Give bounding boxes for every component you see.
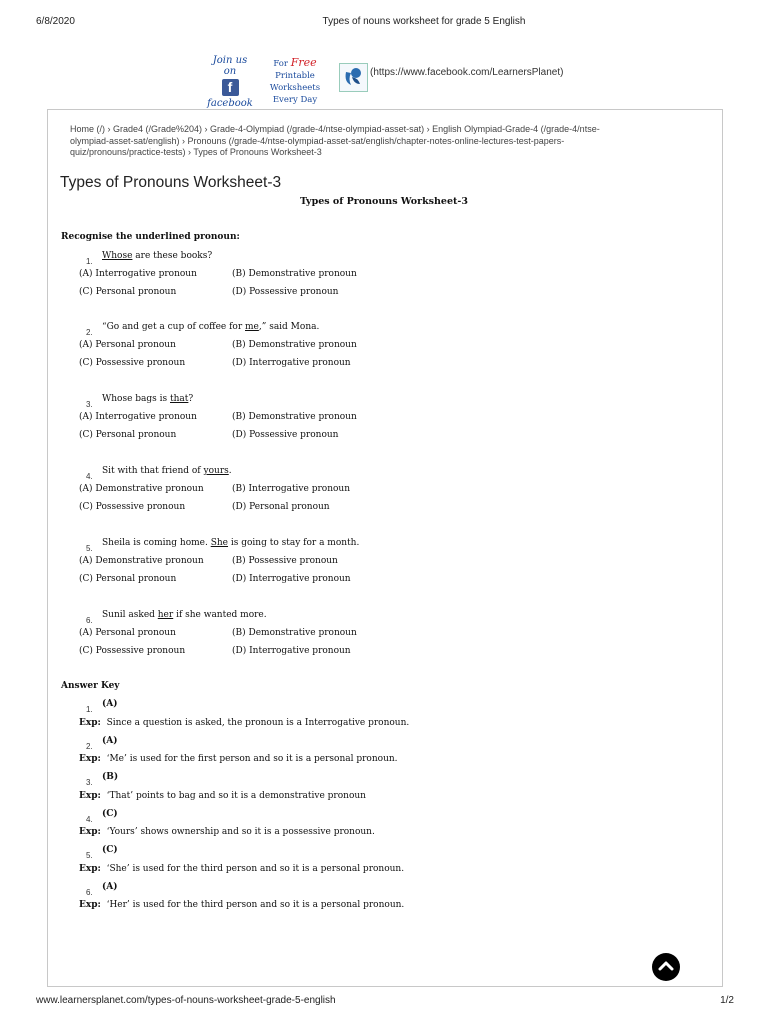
option: (B) Possessive pronoun: [232, 556, 338, 566]
option: (B) Demonstrative pronoun: [232, 340, 357, 350]
option: (C) Personal pronoun: [79, 574, 177, 584]
option: (A) Personal pronoun: [79, 628, 176, 638]
option: (B) Demonstrative pronoun: [232, 628, 357, 638]
instruction: Recognise the underlined pronoun:: [61, 232, 240, 242]
page-title: Types of Pronouns Worksheet-3: [60, 174, 282, 191]
exp-label: Exp:: [79, 827, 101, 837]
underlined-pronoun: yours: [203, 466, 229, 476]
explanation: Exp: ‘Her’ is used for the third person and so it is a personal pronoun.: [79, 900, 405, 910]
answer-number: 2.: [86, 742, 93, 751]
facebook-icon: f: [222, 79, 239, 96]
option: (A) Demonstrative pronoun: [79, 556, 204, 566]
option: (D) Interrogative pronoun: [232, 574, 351, 584]
question-number: 6.: [86, 616, 93, 625]
facebook-banner[interactable]: [205, 55, 585, 109]
page-number: 1/2: [720, 995, 734, 1006]
option: (D) Personal pronoun: [232, 502, 330, 512]
print-url: www.learnersplanet.com/types-of-nouns-worksheet-grade-5-english: [36, 995, 336, 1006]
answer-key-heading: Answer Key: [61, 681, 120, 691]
answer-choice: (A): [102, 736, 118, 746]
chevron-up-icon: [657, 958, 675, 976]
explanation: Exp: Since a question is asked, the pronoun is a Interrogative pronoun.: [79, 718, 410, 728]
question-number: 5.: [86, 544, 93, 553]
breadcrumb-line[interactable]: olympiad-asset-sat/english) › Pronouns (/grade-4/ntse-olympiad-asset-sat/english/chapter-notes-online-lectures-test-papers-: [70, 135, 565, 146]
answer-number: 3.: [86, 778, 93, 787]
underlined-pronoun: me: [245, 322, 259, 332]
worksheet-title: Types of Pronouns Worksheet-3: [300, 196, 468, 207]
underlined-pronoun: her: [157, 610, 174, 620]
option: (C) Personal pronoun: [79, 430, 177, 440]
print-date: 6/8/2020: [36, 16, 75, 27]
answer-choice: (B): [102, 772, 119, 782]
for-text: For: [273, 59, 288, 69]
breadcrumb-line[interactable]: Home (/) › Grade4 (/Grade%204) › Grade-4-Olympiad (/grade-4/ntse-olympiad-asset-sat) › English Olympiad-Grade-4 (/grade-4/ntse-: [70, 124, 600, 134]
logo-graphic: [340, 64, 367, 91]
answer-choice: (C): [102, 809, 118, 819]
exp-label: Exp:: [79, 900, 101, 910]
option: (B) Interrogative pronoun: [232, 484, 350, 494]
print-header: [0, 16, 768, 30]
print-title: Types of nouns worksheet for grade 5 English: [322, 16, 526, 27]
question-number: 3.: [86, 400, 93, 409]
option: (A) Personal pronoun: [79, 340, 176, 350]
explanation: Exp: ‘That’ points to bag and so it is a demonstrative pronoun: [79, 791, 366, 801]
question-number: 1.: [86, 257, 93, 266]
printable-text: Printable Worksheets: [269, 71, 321, 93]
question-number: 4.: [86, 472, 93, 481]
option: (C) Possessive pronoun: [79, 646, 186, 656]
scroll-to-top-button[interactable]: [652, 953, 680, 981]
underlined-pronoun: that: [170, 394, 189, 404]
question-text: “Go and get a cup of coffee for me,” said Mona.: [102, 322, 320, 332]
option: (D) Possessive pronoun: [232, 287, 339, 297]
option: (C) Possessive pronoun: [79, 358, 186, 368]
question-text: Whose are these books?: [102, 251, 213, 261]
question-text: Whose bags is that?: [102, 394, 194, 404]
exp-label: Exp:: [79, 718, 101, 728]
option: (B) Demonstrative pronoun: [232, 269, 357, 279]
explanation: Exp: ‘Me’ is used for the first person and so it is a personal pronoun.: [79, 754, 398, 764]
underlined-pronoun: Whose: [102, 251, 133, 261]
facebook-link[interactable]: (https://www.facebook.com/LearnersPlanet): [370, 67, 564, 78]
option: (C) Possessive pronoun: [79, 502, 186, 512]
every-day-text: Every Day: [272, 95, 318, 105]
question-text: Sheila is coming home. She is going to stay for a month.: [102, 538, 360, 548]
free-text: Free: [290, 56, 317, 69]
breadcrumb[interactable]: [70, 124, 680, 159]
answer-choice: (A): [102, 699, 118, 709]
learners-planet-logo: [339, 63, 368, 92]
option: (D) Interrogative pronoun: [232, 646, 351, 656]
question-number: 2.: [86, 328, 93, 337]
answer-number: 6.: [86, 888, 93, 897]
underlined-pronoun: She: [210, 538, 229, 548]
option: (A) Demonstrative pronoun: [79, 484, 204, 494]
answer-number: 4.: [86, 815, 93, 824]
option: (A) Interrogative pronoun: [79, 269, 197, 279]
question-text: Sunil asked her if she wanted more.: [102, 610, 267, 620]
option: (B) Demonstrative pronoun: [232, 412, 357, 422]
exp-label: Exp:: [79, 754, 101, 764]
facebook-word: facebook: [207, 98, 253, 109]
exp-label: Exp:: [79, 864, 101, 874]
answer-choice: (A): [102, 882, 118, 892]
join-facebook[interactable]: [205, 55, 255, 109]
exp-label: Exp:: [79, 791, 101, 801]
explanation: Exp: ‘Yours’ shows ownership and so it is a possessive pronoun.: [79, 827, 375, 837]
question-text: Sit with that friend of yours.: [102, 466, 232, 476]
option: (C) Personal pronoun: [79, 287, 177, 297]
answer-number: 1.: [86, 705, 93, 714]
breadcrumb-line[interactable]: quiz/pronouns/practice-tests) › Types of Pronouns Worksheet-3: [70, 147, 322, 157]
answer-choice: (C): [102, 845, 118, 855]
option: (A) Interrogative pronoun: [79, 412, 197, 422]
answer-number: 5.: [86, 851, 93, 860]
free-worksheets-promo: [255, 57, 335, 106]
option: (D) Interrogative pronoun: [232, 358, 351, 368]
join-text: Join us on: [212, 55, 248, 77]
explanation: Exp: ‘She’ is used for the third person and so it is a personal pronoun.: [79, 864, 405, 874]
option: (D) Possessive pronoun: [232, 430, 339, 440]
